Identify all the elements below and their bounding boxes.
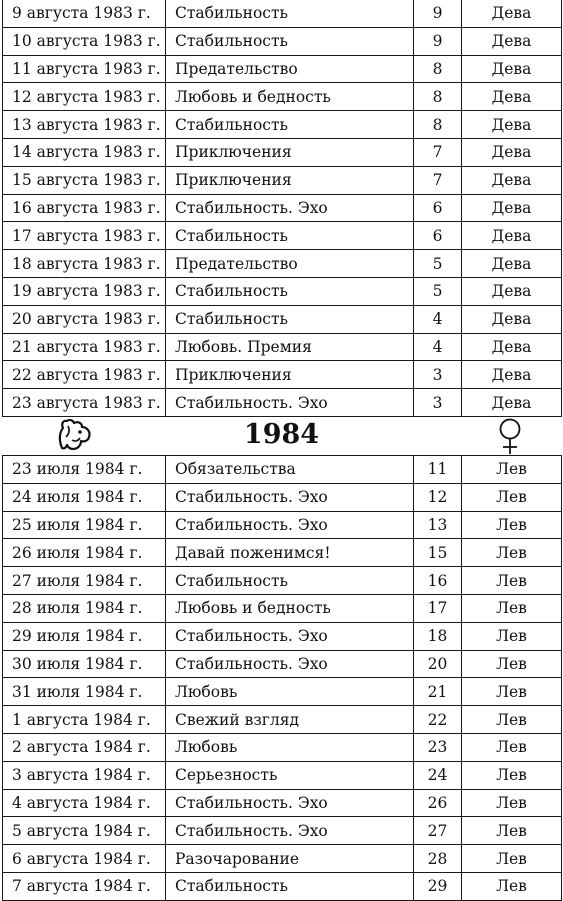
number-cell: 8 — [414, 83, 462, 111]
year-title: 1984 — [243, 419, 320, 450]
date-cell: 19 августа 1983 г. — [3, 277, 166, 305]
name-cell: Серьезность — [166, 761, 414, 789]
name-cell: Стабильность. Эхо — [166, 194, 414, 222]
table-row — [3, 817, 562, 845]
table-1983-body — [3, 0, 562, 416]
number-cell: 11 — [414, 456, 462, 484]
name-cell: Любовь и бедность — [166, 594, 414, 622]
number-cell: 20 — [414, 650, 462, 678]
name-cell: Давай поженимся! — [166, 539, 414, 567]
sign-cell: Лев — [462, 706, 562, 734]
table-row — [3, 166, 562, 194]
name-cell: Стабильность — [166, 872, 414, 900]
name-cell: Разочарование — [166, 845, 414, 873]
table-row — [3, 567, 562, 595]
date-cell: 16 августа 1983 г. — [3, 194, 166, 222]
table-row — [3, 456, 562, 484]
number-cell: 9 — [414, 27, 462, 55]
number-cell: 8 — [414, 111, 462, 139]
year-heading — [0, 415, 563, 455]
date-cell: 23 июля 1984 г. — [3, 456, 166, 484]
date-cell: 25 июля 1984 г. — [3, 511, 166, 539]
number-cell: 4 — [414, 305, 462, 333]
table-row — [3, 194, 562, 222]
date-cell: 15 августа 1983 г. — [3, 166, 166, 194]
sign-cell: Дева — [462, 166, 562, 194]
name-cell: Стабильность. Эхо — [166, 817, 414, 845]
date-cell: 30 июля 1984 г. — [3, 650, 166, 678]
number-cell: 5 — [414, 277, 462, 305]
date-cell: 22 августа 1983 г. — [3, 361, 166, 389]
date-cell: 28 июля 1984 г. — [3, 594, 166, 622]
date-cell: 13 августа 1983 г. — [3, 111, 166, 139]
table-row — [3, 111, 562, 139]
sign-cell: Дева — [462, 222, 562, 250]
sign-cell: Дева — [462, 111, 562, 139]
table-row — [3, 333, 562, 361]
number-cell: 9 — [414, 0, 462, 27]
table-row — [3, 761, 562, 789]
sign-cell: Дева — [462, 138, 562, 166]
table-row — [3, 706, 562, 734]
date-cell: 3 августа 1984 г. — [3, 761, 166, 789]
number-cell: 28 — [414, 845, 462, 873]
table-row — [3, 27, 562, 55]
table-row — [3, 845, 562, 873]
table-row — [3, 55, 562, 83]
sign-cell: Дева — [462, 333, 562, 361]
name-cell: Любовь и бедность — [166, 83, 414, 111]
sign-cell: Дева — [462, 277, 562, 305]
date-cell: 7 августа 1984 г. — [3, 872, 166, 900]
table-row — [3, 0, 562, 27]
name-cell: Стабильность. Эхо — [166, 389, 414, 417]
date-cell: 12 августа 1983 г. — [3, 83, 166, 111]
sign-cell: Лев — [462, 678, 562, 706]
sign-cell: Лев — [462, 872, 562, 900]
sign-cell: Лев — [462, 650, 562, 678]
name-cell: Стабильность — [166, 277, 414, 305]
table-row — [3, 389, 562, 417]
table-row — [3, 622, 562, 650]
table-row — [3, 83, 562, 111]
venus-symbol-icon — [494, 417, 526, 455]
date-cell: 24 июля 1984 г. — [3, 483, 166, 511]
name-cell: Любовь — [166, 733, 414, 761]
sign-cell: Лев — [462, 539, 562, 567]
date-cell: 31 июля 1984 г. — [3, 678, 166, 706]
sign-cell: Дева — [462, 27, 562, 55]
sign-cell: Лев — [462, 789, 562, 817]
sign-cell: Дева — [462, 194, 562, 222]
date-cell: 20 августа 1983 г. — [3, 305, 166, 333]
number-cell: 29 — [414, 872, 462, 900]
table-row — [3, 305, 562, 333]
name-cell: Стабильность — [166, 305, 414, 333]
sign-cell: Дева — [462, 361, 562, 389]
name-cell: Стабильность. Эхо — [166, 650, 414, 678]
table-row — [3, 789, 562, 817]
sign-cell: Дева — [462, 0, 562, 27]
number-cell: 23 — [414, 733, 462, 761]
date-cell: 4 августа 1984 г. — [3, 789, 166, 817]
number-cell: 8 — [414, 55, 462, 83]
date-cell: 18 августа 1983 г. — [3, 250, 166, 278]
name-cell: Свежий взгляд — [166, 706, 414, 734]
number-cell: 5 — [414, 250, 462, 278]
date-cell: 9 августа 1983 г. — [3, 0, 166, 27]
sign-cell: Лев — [462, 567, 562, 595]
table-1984-body — [3, 456, 562, 901]
number-cell: 24 — [414, 761, 462, 789]
name-cell: Обязательства — [166, 456, 414, 484]
name-cell: Стабильность — [166, 27, 414, 55]
name-cell: Стабильность — [166, 0, 414, 27]
table-row — [3, 650, 562, 678]
table-1984 — [2, 455, 562, 901]
sign-cell: Лев — [462, 733, 562, 761]
name-cell: Приключения — [166, 138, 414, 166]
number-cell: 27 — [414, 817, 462, 845]
sign-cell: Дева — [462, 55, 562, 83]
name-cell: Предательство — [166, 55, 414, 83]
date-cell: 11 августа 1983 г. — [3, 55, 166, 83]
table-row — [3, 361, 562, 389]
date-cell: 10 августа 1983 г. — [3, 27, 166, 55]
table-row — [3, 872, 562, 900]
name-cell: Стабильность. Эхо — [166, 789, 414, 817]
name-cell: Предательство — [166, 250, 414, 278]
sign-cell: Лев — [462, 456, 562, 484]
date-cell: 14 августа 1983 г. — [3, 138, 166, 166]
sign-cell: Лев — [462, 761, 562, 789]
sign-cell: Лев — [462, 594, 562, 622]
date-cell: 6 августа 1984 г. — [3, 845, 166, 873]
table-row — [3, 483, 562, 511]
table-1983 — [2, 0, 562, 417]
number-cell: 12 — [414, 483, 462, 511]
number-cell: 22 — [414, 706, 462, 734]
name-cell: Стабильность — [166, 567, 414, 595]
table-row — [3, 733, 562, 761]
name-cell: Стабильность. Эхо — [166, 622, 414, 650]
table-row — [3, 222, 562, 250]
name-cell: Стабильность. Эхо — [166, 511, 414, 539]
table-row — [3, 250, 562, 278]
date-cell: 5 августа 1984 г. — [3, 817, 166, 845]
number-cell: 3 — [414, 361, 462, 389]
date-cell: 29 июля 1984 г. — [3, 622, 166, 650]
date-cell: 17 августа 1983 г. — [3, 222, 166, 250]
table-row — [3, 511, 562, 539]
sign-cell: Дева — [462, 389, 562, 417]
name-cell: Любовь. Премия — [166, 333, 414, 361]
sign-cell: Лев — [462, 622, 562, 650]
number-cell: 26 — [414, 789, 462, 817]
sign-cell: Лев — [462, 817, 562, 845]
sign-cell: Лев — [462, 845, 562, 873]
sign-cell: Дева — [462, 250, 562, 278]
date-cell: 23 августа 1983 г. — [3, 389, 166, 417]
name-cell: Любовь — [166, 678, 414, 706]
number-cell: 6 — [414, 222, 462, 250]
table-row — [3, 138, 562, 166]
number-cell: 21 — [414, 678, 462, 706]
number-cell: 7 — [414, 166, 462, 194]
number-cell: 16 — [414, 567, 462, 595]
number-cell: 6 — [414, 194, 462, 222]
number-cell: 13 — [414, 511, 462, 539]
name-cell: Стабильность. Эхо — [166, 483, 414, 511]
number-cell: 4 — [414, 333, 462, 361]
name-cell: Стабильность — [166, 111, 414, 139]
name-cell: Стабильность — [166, 222, 414, 250]
number-cell: 17 — [414, 594, 462, 622]
number-cell: 3 — [414, 389, 462, 417]
table-row — [3, 277, 562, 305]
table-row — [3, 678, 562, 706]
number-cell: 15 — [414, 539, 462, 567]
date-cell: 21 августа 1983 г. — [3, 333, 166, 361]
date-cell: 26 июля 1984 г. — [3, 539, 166, 567]
date-cell: 1 августа 1984 г. — [3, 706, 166, 734]
sign-cell: Дева — [462, 83, 562, 111]
sign-cell: Лев — [462, 511, 562, 539]
number-cell: 18 — [414, 622, 462, 650]
table-row — [3, 594, 562, 622]
name-cell: Приключения — [166, 361, 414, 389]
number-cell: 7 — [414, 138, 462, 166]
sign-cell: Дева — [462, 305, 562, 333]
date-cell: 2 августа 1984 г. — [3, 733, 166, 761]
table-row — [3, 539, 562, 567]
date-cell: 27 июля 1984 г. — [3, 567, 166, 595]
name-cell: Приключения — [166, 166, 414, 194]
sign-cell: Лев — [462, 483, 562, 511]
